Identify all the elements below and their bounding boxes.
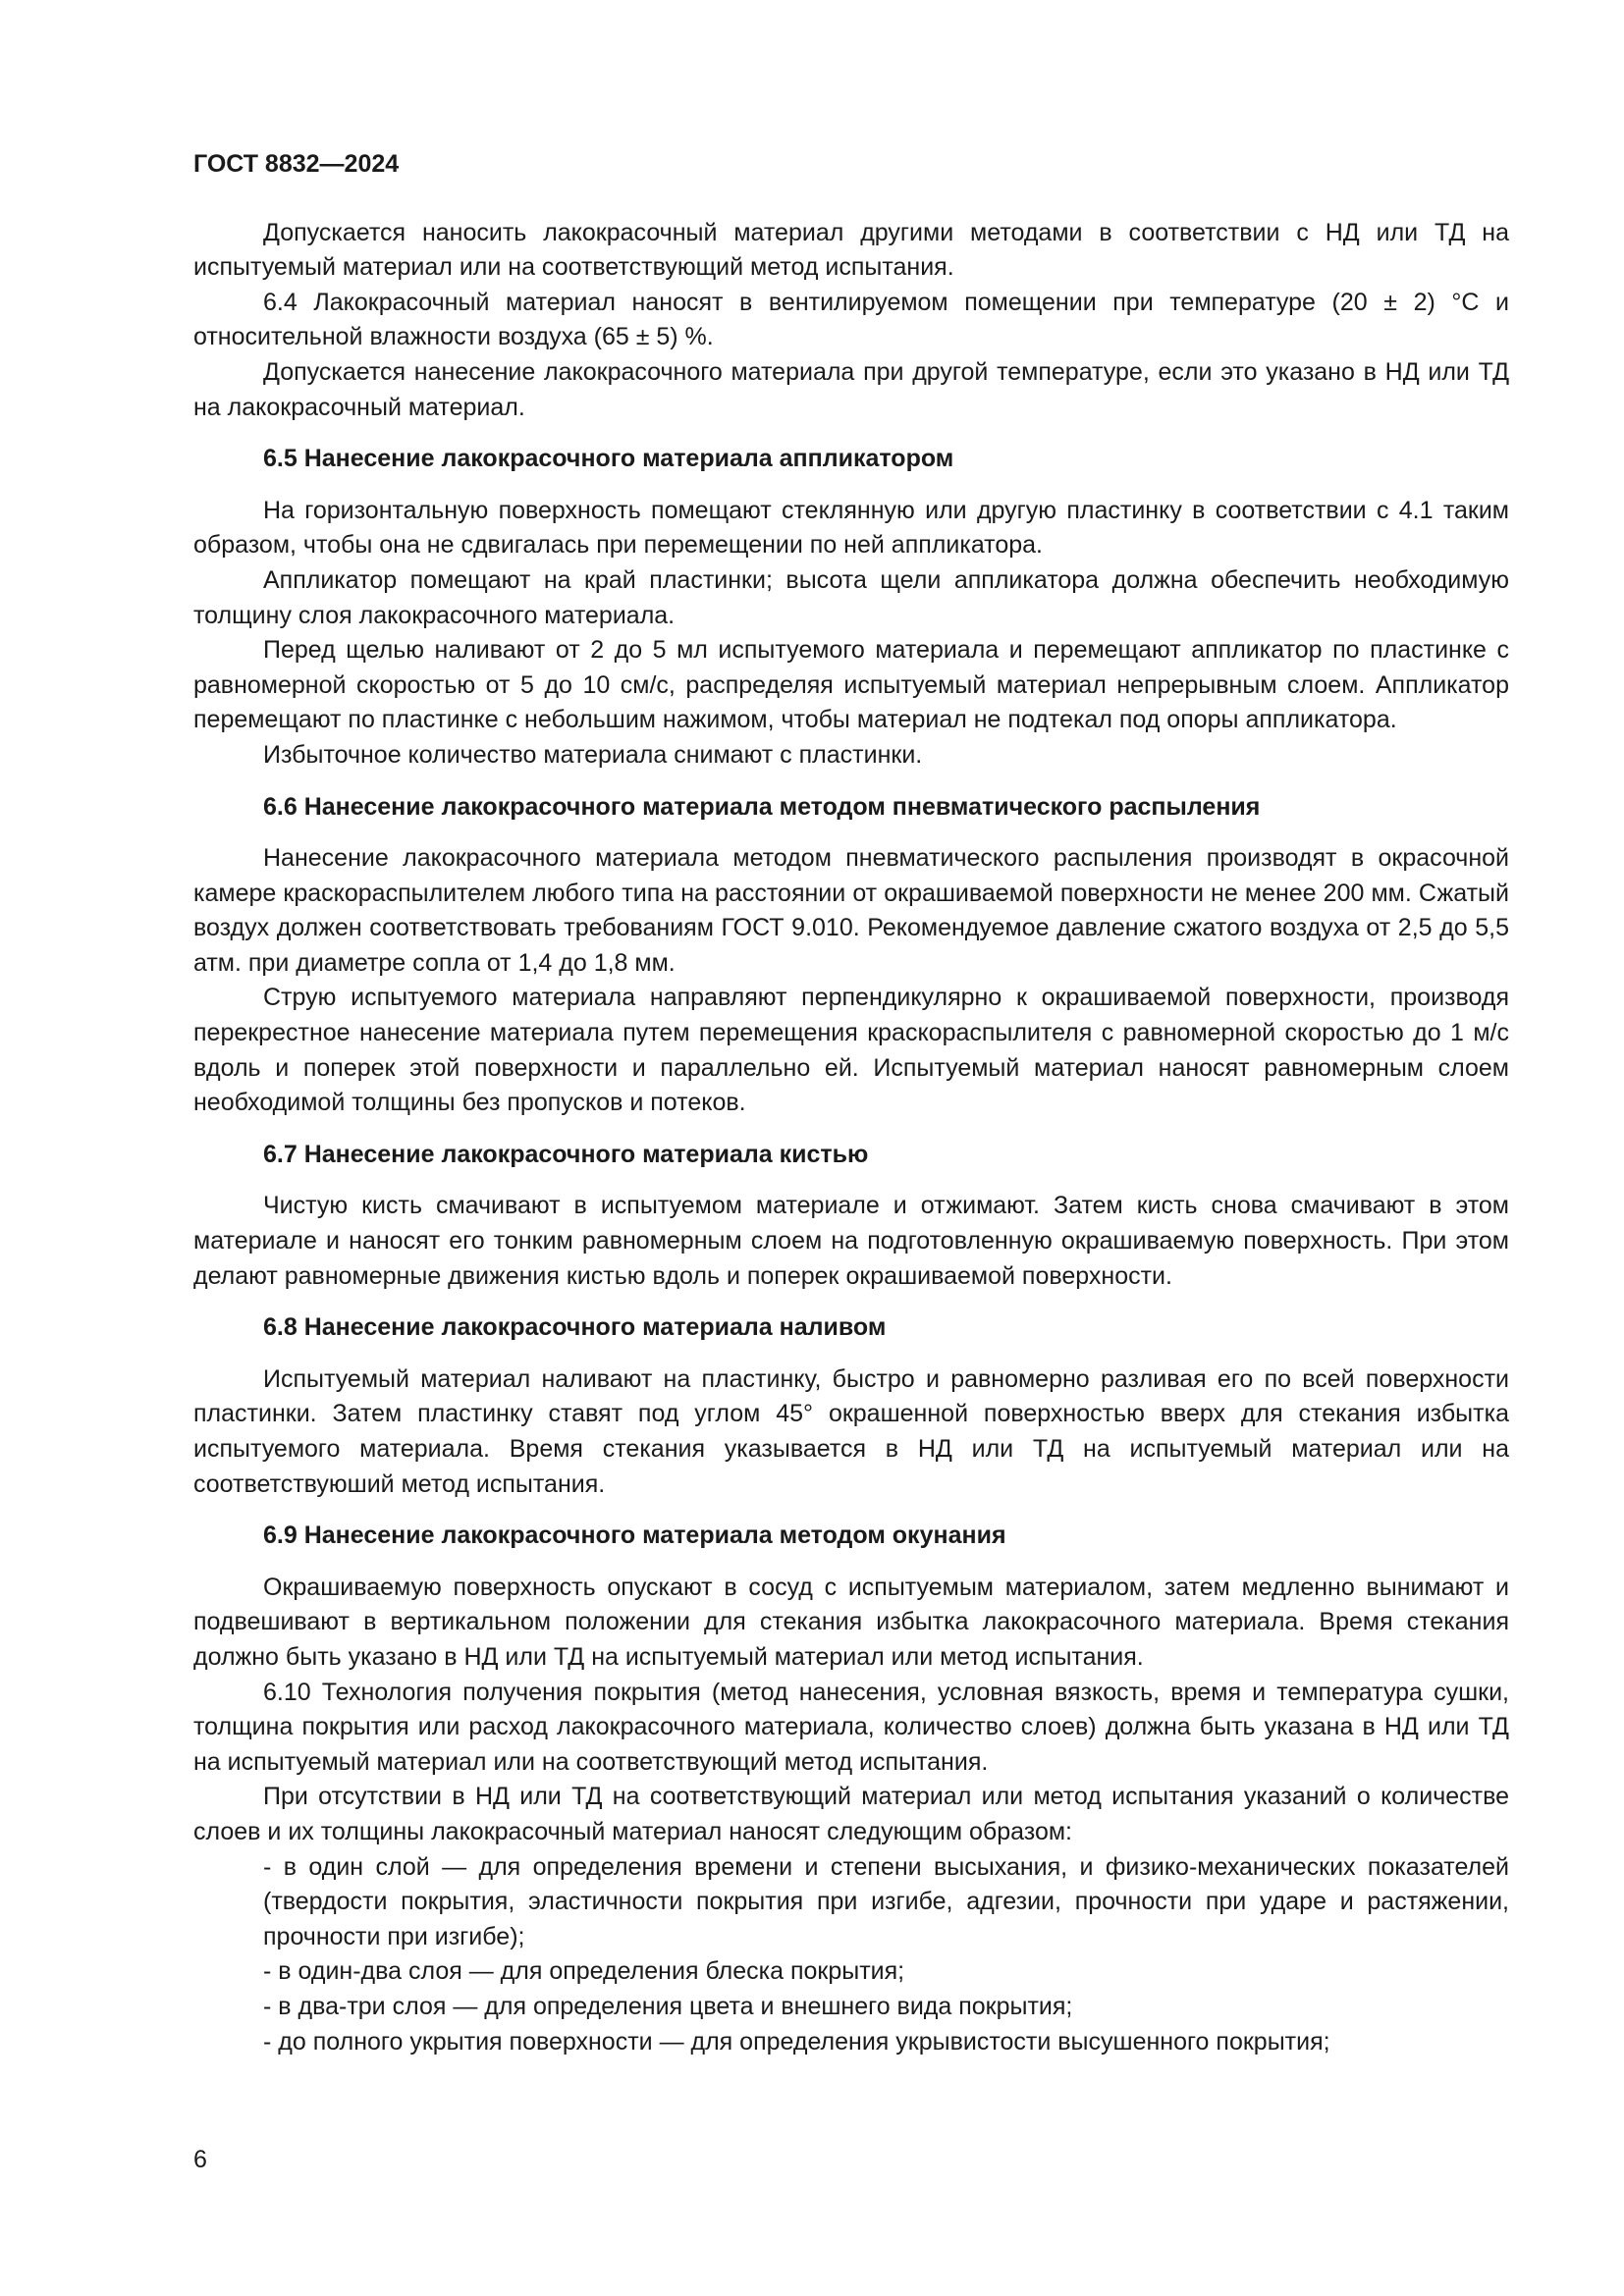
paragraph: Допускается нанесение лакокрасочного материала при другой температуре, если это указано в НД или ТД на лакокрасочный материал. [193,357,1509,421]
paragraph: Избыточное количество материала снимают с пластинки. [263,740,923,769]
paragraph: На горизонтальную поверхность помещают стеклянную или другую пластинку в соответствии с 4.1 таким образом, чтобы она не сдвигалась при перемещении по ней аппликатора. [193,496,1509,560]
paragraph: Перед щелью наливают от 2 до 5 мл испытуемого материала и перемещают аппликатор по пластинке с равномерной скоростью от 5 до 10 см/с, распределяя испытуемый материал непрерывным слоем. Аппликатор перемещают по пластинке с небольшим нажимом, чтобы материал не подтекал под опоры аппликатора. [193,636,1509,734]
section-heading-6-7: 6.7 Нанесение лакокрасочного материала кистью [263,1140,869,1168]
section-heading-6-6: 6.6 Нанесение лакокрасочного материала методом пневматического распыления [263,792,1261,821]
list-item: - в два-три слоя — для определения цвета и внешнего вида покрытия; [263,1992,1073,2020]
paragraph: При отсутствии в НД или ТД на соответствующий материал или метод испытания указаний о количестве слоев и их толщины лакокрасочный материал наносят следующим образом: [193,1783,1509,1845]
list-item: - в один слой — для определения времени и степени высыхания, и физико-механических показателей (твердости покрытия, эластичности покрытия при изгибе, адгезии, прочности при ударе и растяжении, прочности при изгибе); [263,1852,1509,1950]
layer-list [193,1850,1509,2060]
list-item: - до полного укрытия поверхности — для определения укрывистости высушенного покрытия; [263,2027,1330,2056]
section-heading-6-9: 6.9 Нанесение лакокрасочного материала методом окунания [263,1522,1006,1550]
paragraph: Чистую кисть смачивают в испытуемом материале и отжимают. Затем кисть снова смачивают в этом материале и наносят его тонким равномерным слоем на подготовленную окрашиваемую поверхность. При этом делают равномерные движения кистью вдоль и поперек окрашиваемой поверхности. [193,1192,1509,1290]
paragraph: Нанесение лакокрасочного материала методом пневматического распыления производят в окрасочной камере краскораспылителем любого типа на расстоянии от окрашиваемой поверхности не менее 200 мм. Сжатый воздух должен соответствовать требованиям ГОСТ 9.010. Рекомендуемое давление сжатого воздуха от 2,5 до 5,5 атм. при диаметре сопла от 1,4 до 1,8 мм. [193,844,1509,977]
paragraph-6-10: 6.10 Технология получения покрытия (метод нанесения, условная вязкость, время и температура сушки, толщина покрытия или расход лакокрасочного материала, количество слоев) должна быть указана в НД или ТД на испытуемый материал или на соответствующий метод испытания. [193,1678,1509,1776]
section-heading-6-8: 6.8 Нанесение лакокрасочного материала наливом [263,1313,887,1342]
paragraph: Струю испытуемого материала направляют перпендикулярно к окрашиваемой поверхности, производя перекрестное нанесение материала путем перемещения краскораспылителя с равномерной скоростью до 1 м/с вдоль и поперек этой поверхности и параллельно ей. Испытуемый материал наносят равномерным слоем необходимой толщины без пропусков и потеков. [193,984,1509,1117]
paragraph: Аппликатор помещают на край пластинки; высота щели аппликатора должна обеспечить необходимую толщину слоя лакокрасочного материала. [193,565,1509,629]
document-page [193,147,1509,2059]
page-number: 6 [193,2146,207,2173]
paragraph: Допускается наносить лакокрасочный материал другими методами в соответствии с НД или ТД на испытуемый материал или на соответствующий метод испытания. [193,218,1509,282]
section-heading-6-5: 6.5 Нанесение лакокрасочного материала аппликатором [263,445,954,473]
list-item: - в один-два слоя — для определения блеска покрытия; [263,1957,905,1986]
paragraph: Испытуемый материал наливают на пластинку, быстро и равномерно разливая его по всей поверхности пластинки. Затем пластинку ставят под углом 45° окрашенной поверхностью вверх для стекания избытка испытуемого материала. Время стекания указывается в НД или ТД на испытуемый материал или на соответствуюший метод испытания. [193,1364,1509,1498]
paragraph: Окрашиваемую поверхность опускают в сосуд с испытуемым материалом, затем медленно вынимают и подвешивают в вертикальном положении для стекания избытка лакокрасочного материала. Время стекания должно быть указано в НД или ТД на испытуемый материал или метод испытания. [193,1573,1509,1671]
paragraph-6-4: 6.4 Лакокрасочный материал наносят в вентилируемом помещении при температуре (20 ± 2) °С и относительной влажности воздуха (65 ± 5) %. [193,288,1509,351]
document-header: ГОСТ 8832—2024 [193,150,400,178]
